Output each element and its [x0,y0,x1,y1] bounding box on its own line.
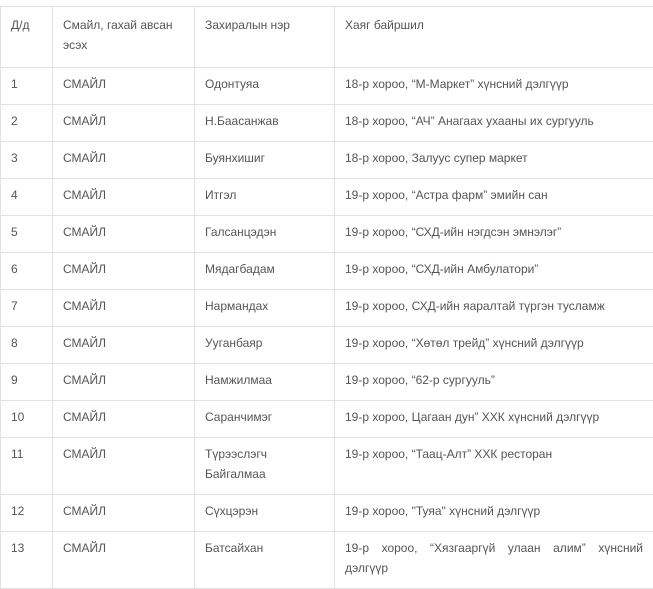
header-status: Смайл, гахай авсан эсэх [53,7,195,68]
cell-number: 6 [1,253,53,290]
table-row [1,179,653,216]
cell-status: СМАЙЛ [53,142,195,179]
cell-director-name: Мядагбадам [195,253,335,290]
table-row [1,253,653,290]
header-number: Д/д [1,7,53,68]
table-row [1,327,653,364]
cell-number: 2 [1,105,53,142]
cell-address: 19-р хороо, Цагаан дун” ХХК хүнсний дэлгүүр [335,401,653,438]
cell-number: 1 [1,68,53,105]
inspection-table-container [0,6,653,589]
cell-address: 19-р хороо, "Туяа" хүнсний дэлгүүр [335,495,653,532]
cell-number: 10 [1,401,53,438]
cell-number: 9 [1,364,53,401]
table-row [1,438,653,495]
cell-director-name: Түрээслэгч Байгалмаа [195,438,335,495]
cell-number: 13 [1,532,53,589]
table-row [1,364,653,401]
cell-status: СМАЙЛ [53,401,195,438]
cell-address: 19-р хороо, “Хязгааргүй улаан алим” хүнсний дэлгүүр [335,532,653,589]
cell-number: 3 [1,142,53,179]
cell-director-name: Сүхцэрэн [195,495,335,532]
cell-status: СМАЙЛ [53,68,195,105]
cell-address: 19-р хороо, “СХД-ийн Амбулатори” [335,253,653,290]
cell-status: СМАЙЛ [53,438,195,495]
cell-address: 18-р хороо, “АЧ” Анагаах ухааны их сургууль [335,105,653,142]
cell-number: 7 [1,290,53,327]
table-row [1,105,653,142]
cell-director-name: Буянхишиг [195,142,335,179]
cell-address: 19-р хороо, “Астра фарм” эмийн сан [335,179,653,216]
table-row [1,216,653,253]
inspection-table [0,6,653,589]
table-row [1,401,653,438]
cell-address: 18-р хороо, “М-Маркет” хүнсний дэлгүүр [335,68,653,105]
cell-address: 19-р хороо, “Таац-Алт” ХХК ресторан [335,438,653,495]
header-director-name: Захиралын нэр [195,7,335,68]
cell-director-name: Ууганбаяр [195,327,335,364]
cell-status: СМАЙЛ [53,364,195,401]
table-header-row [1,7,653,68]
cell-director-name: Нармандах [195,290,335,327]
cell-status: СМАЙЛ [53,327,195,364]
cell-status: СМАЙЛ [53,216,195,253]
cell-status: СМАЙЛ [53,253,195,290]
table-row [1,290,653,327]
cell-status: СМАЙЛ [53,495,195,532]
cell-address: 18-р хороо, Залуус супер маркет [335,142,653,179]
table-row [1,142,653,179]
cell-address: 19-р хороо, СХД-ийн яаралтай түргэн тусламж [335,290,653,327]
cell-director-name: Саранчимэг [195,401,335,438]
cell-director-name: Одонтуяа [195,68,335,105]
cell-number: 4 [1,179,53,216]
cell-number: 5 [1,216,53,253]
cell-director-name: Намжилмаа [195,364,335,401]
cell-director-name: Батсайхан [195,532,335,589]
cell-number: 11 [1,438,53,495]
cell-number: 8 [1,327,53,364]
cell-address: 19-р хороо, “62-р сургууль” [335,364,653,401]
header-address: Хаяг байршил [335,7,653,68]
cell-status: СМАЙЛ [53,105,195,142]
cell-director-name: Н.Баасанжав [195,105,335,142]
table-row [1,495,653,532]
cell-address: 19-р хороо, “Хөтөл трейд” хүнсний дэлгүүр [335,327,653,364]
cell-number: 12 [1,495,53,532]
cell-address: 19-р хороо, “СХД-ийн нэгдсэн эмнэлэг” [335,216,653,253]
cell-status: СМАЙЛ [53,532,195,589]
cell-director-name: Итгэл [195,179,335,216]
cell-status: СМАЙЛ [53,179,195,216]
cell-director-name: Галсанцэдэн [195,216,335,253]
cell-status: СМАЙЛ [53,290,195,327]
table-row [1,68,653,105]
table-row [1,532,653,589]
